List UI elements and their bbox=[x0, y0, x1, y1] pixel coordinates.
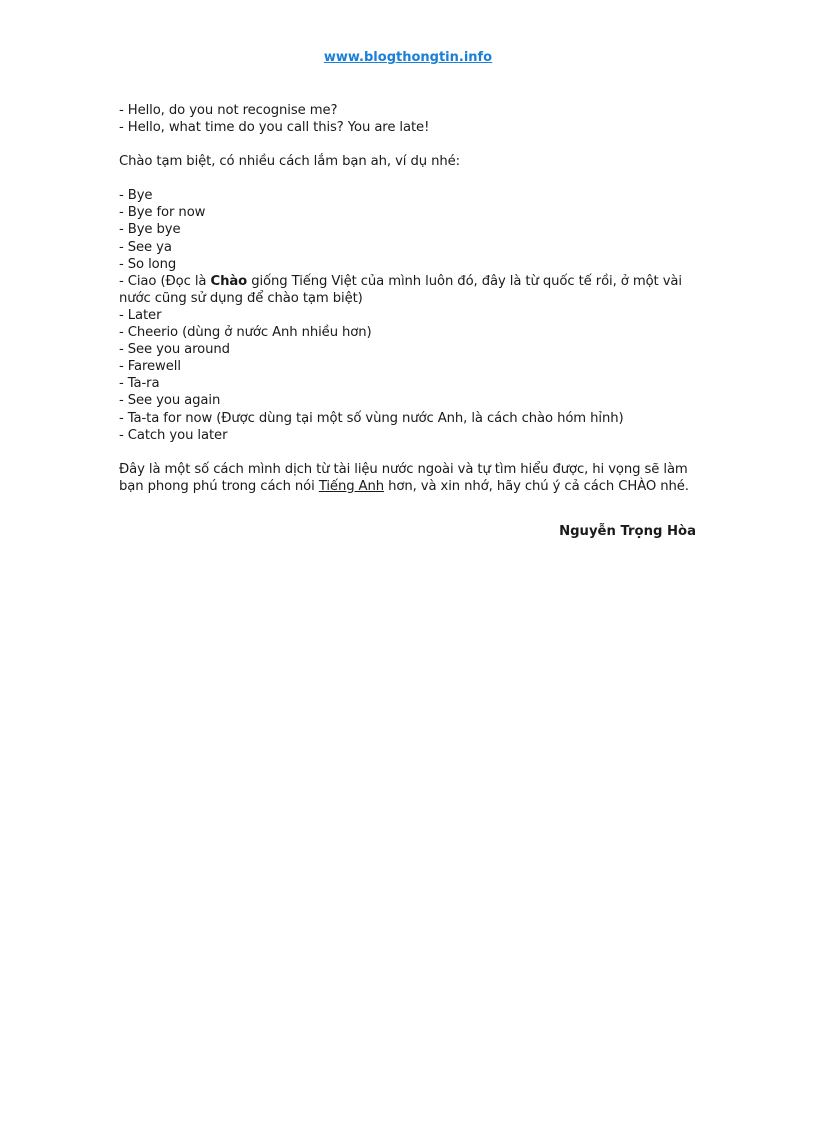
ciao-bold-word: Chào bbox=[210, 273, 248, 289]
tieng-anh-link[interactable]: Tiếng Anh bbox=[318, 478, 384, 494]
greeting-line-1: - Hello, do you not recognise me? bbox=[119, 103, 338, 118]
goodbye-item-later: - Later bbox=[119, 307, 162, 323]
goodbye-item-so-long: - So long bbox=[119, 256, 177, 272]
ciao-suffix: giống Tiếng Việt của mình luôn đó, đây là từ quốc tế rồi, ở một vài nước cũng sử dụng để chào tạm biệt) bbox=[119, 273, 682, 306]
goodbye-item-bye: - Bye bbox=[119, 188, 153, 204]
ciao-prefix: - Ciao (Đọc là bbox=[119, 273, 211, 289]
goodbye-item-farewell: - Farewell bbox=[119, 359, 181, 375]
goodbye-item-bye-bye: - Bye bye bbox=[119, 222, 181, 238]
goodbye-item-bye-for-now: - Bye for now bbox=[119, 205, 206, 221]
document-body bbox=[119, 102, 699, 495]
goodbye-item-ciao bbox=[119, 273, 699, 307]
goodbye-item-ta-ra: - Ta-ra bbox=[119, 376, 160, 392]
goodbye-item-cheerio: - Cheerio (dùng ở nước Anh nhiều hơn) bbox=[119, 325, 372, 341]
spacer bbox=[119, 444, 699, 461]
closing-text-part2: hơn, và xin nhớ, hãy chú ý cả cách CHÀO nhé. bbox=[384, 478, 689, 494]
goodbye-item-ta-ta-for-now: - Ta-ta for now (Được dùng tại một số vùng nước Anh, là cách chào hóm hỉnh) bbox=[119, 410, 624, 426]
goodbye-item-see-you-again: - See you again bbox=[119, 393, 221, 409]
goodbye-item-see-you-around: - See you around bbox=[119, 342, 230, 358]
header-site-link[interactable]: www.blogthongtin.info bbox=[323, 50, 493, 65]
author-signature: Nguyễn Trọng Hòa bbox=[559, 524, 696, 539]
closing-text-part1: Đây là một số cách mình dịch từ tài liệu nước ngoài và tự tìm hiểu được, hi vọng sẽ làm bạn phong phú trong cách nói bbox=[119, 461, 688, 494]
goodbye-intro-paragraph: Chào tạm biệt, có nhiều cách lắm bạn ah, ví dụ nhé: bbox=[119, 154, 460, 170]
spacer bbox=[119, 136, 699, 153]
closing-paragraph bbox=[119, 461, 699, 495]
greeting-line-2: - Hello, what time do you call this? You are late! bbox=[119, 120, 430, 136]
goodbye-item-see-ya: - See ya bbox=[119, 239, 172, 255]
goodbye-item-catch-you-later: - Catch you later bbox=[119, 427, 228, 443]
spacer bbox=[119, 170, 699, 187]
